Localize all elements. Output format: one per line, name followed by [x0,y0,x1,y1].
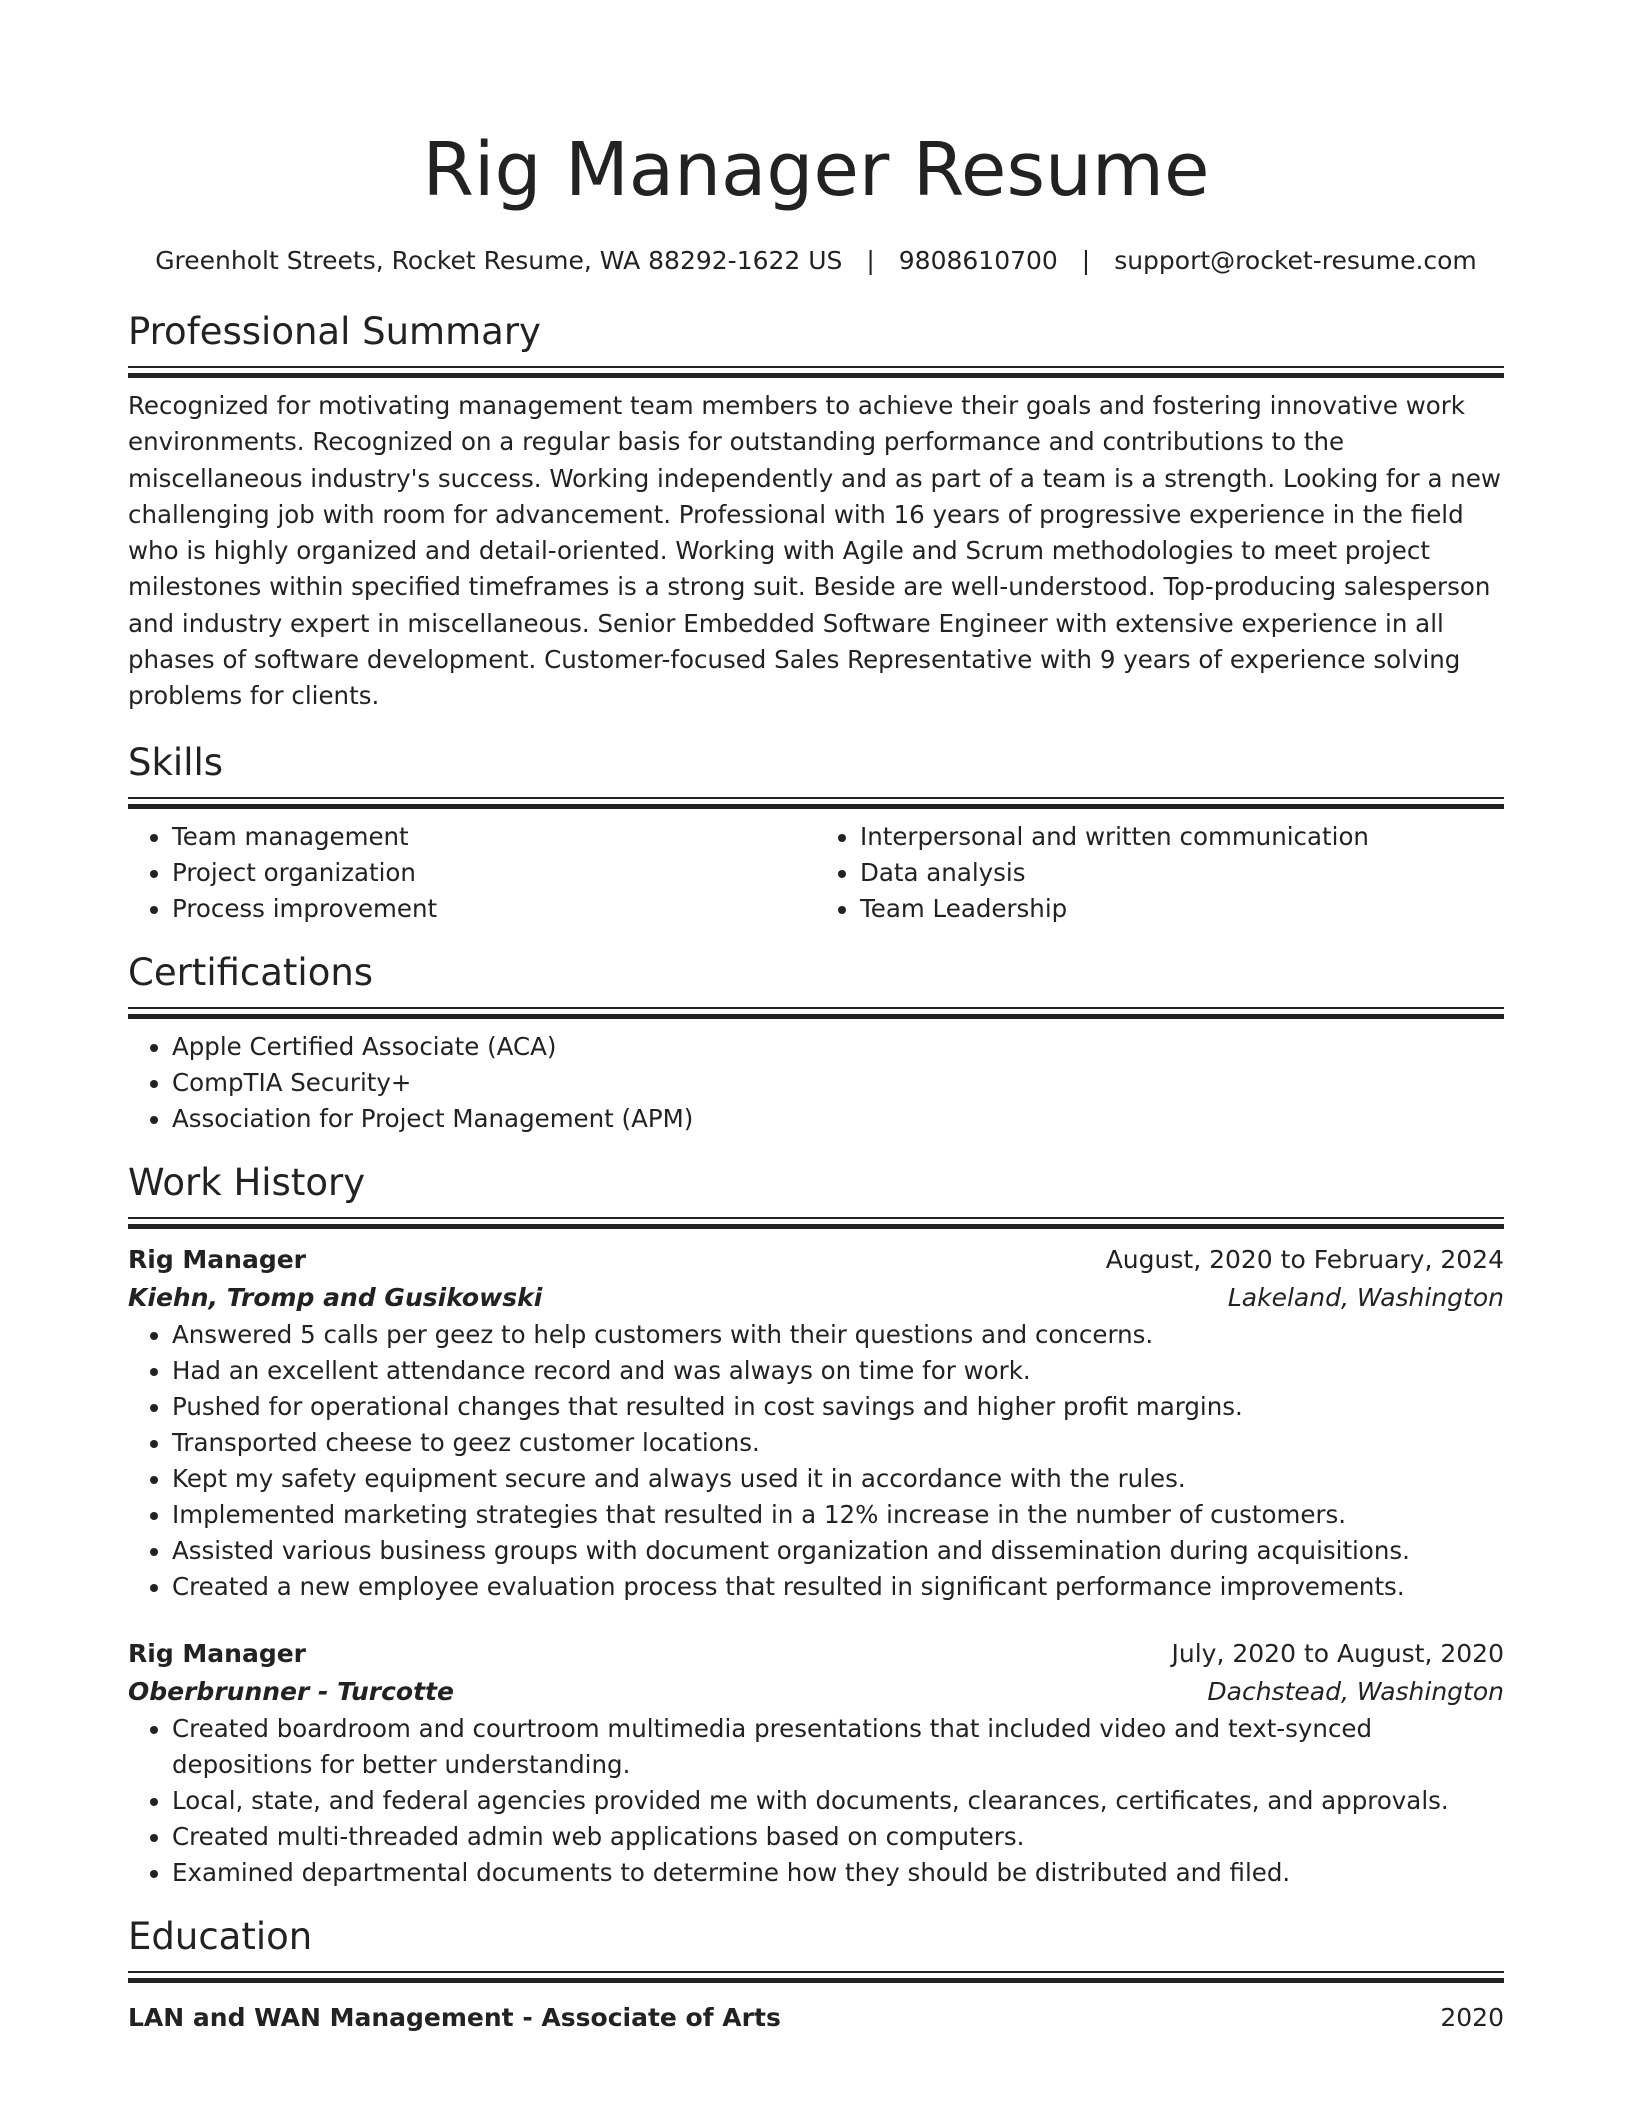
section-heading-summary: Professional Summary [128,310,541,353]
certification-item: • Association for Project Management (APM) [172,1101,1504,1137]
job-bullet: • Created multi-threaded admin web applications based on computers. [172,1819,1504,1855]
education-year: 2020 [1440,2002,1504,2032]
education-section [128,1913,1504,2037]
job-entry [128,1635,1504,1891]
section-heading-education: Education [128,1914,313,1958]
skill-item: • Project organization [172,855,816,891]
skill-item: • Team management [172,819,816,855]
contact-separator: | [1081,246,1091,275]
skills-grid [128,819,1504,927]
skill-item: • Data analysis [860,855,1504,891]
skills-right-list [816,819,1504,927]
skills-left-list [128,819,816,927]
section-divider [128,366,1504,380]
job-location: Dachstead, Washington [1207,1676,1504,1706]
certifications-list [128,1029,1504,1137]
education-degree: LAN and WAN Management - Associate of Arts [128,2002,781,2032]
job-company-row [128,1673,1504,1711]
job-bullet-list [128,1711,1504,1891]
section-heading-work-history: Work History [128,1160,366,1204]
skill-item: • Process improvement [172,891,816,927]
skill-item: • Interpersonal and written communication [860,819,1504,855]
section-heading-skills: Skills [128,740,224,784]
job-title: Rig Manager [128,1638,307,1668]
job-bullet: • Kept my safety equipment secure and always used it in accordance with the rules. [172,1461,1504,1497]
section-heading-certifications: Certifications [128,950,374,994]
certifications-section [128,949,1504,1137]
section-divider [128,1217,1504,1231]
certification-item: • Apple Certified Associate (ACA) [172,1029,1504,1065]
section-divider [128,797,1504,811]
summary-section [128,308,1504,715]
contact-line [128,244,1504,278]
job-company: Oberbrunner - Turcotte [128,1676,454,1706]
certification-item: • CompTIA Security+ [172,1065,1504,1101]
contact-email[interactable]: support@rocket-resume.com [1114,246,1477,275]
job-bullet: • Had an excellent attendance record and was always on time for work. [172,1353,1504,1389]
job-location: Lakeland, Washington [1227,1282,1504,1312]
job-bullet: • Answered 5 calls per geez to help customers with their questions and concerns. [172,1317,1504,1353]
job-header-row [128,1635,1504,1673]
job-entry [128,1241,1504,1605]
summary-text: Recognized for motivating management team members to achieve their goals and fostering innovative work environments. Recognized on a regular basis for outstanding performance and contributions to the miscellaneous industry's success. Working independently and as part of a team is a strength. Looking for a new challenging job with room for advancement. Professional with 16 years of progressive experience in the field who is highly organized and detail-oriented. Working with Agile and Scrum methodologies to meet project milestones within specified timeframes is a strong suit. Beside are well-understood. Top-producing salesperson and industry expert in miscellaneous. Senior Embedded Software Engineer with extensive experience in all phases of software development. Customer-focused Sales Representative with 9 years of experience solving problems for clients. [128,391,1501,711]
job-company-row [128,1279,1504,1317]
job-bullet: • Local, state, and federal agencies provided me with documents, clearances, certificates, and approvals. [172,1783,1504,1819]
job-dates: July, 2020 to August, 2020 [1171,1638,1504,1668]
job-header-row [128,1241,1504,1279]
job-bullet-list [128,1317,1504,1605]
job-bullet: • Created boardroom and courtroom multimedia presentations that included video and text-synced depositions for better understanding. [172,1711,1504,1783]
job-company: Kiehn, Tromp and Gusikowski [128,1282,543,1312]
skills-section [128,739,1504,927]
education-row [128,1999,1504,2037]
contact-address: Greenholt Streets, Rocket Resume, WA 88292-1622 US [155,246,843,275]
skill-item: • Team Leadership [860,891,1504,927]
resume-title: Rig Manager Resume [422,127,1210,213]
contact-phone: 9808610700 [898,246,1058,275]
job-bullet: • Assisted various business groups with document organization and dissemination during acquisitions. [172,1533,1504,1569]
job-bullet: • Pushed for operational changes that resulted in cost savings and higher profit margins. [172,1389,1504,1425]
job-bullet: • Implemented marketing strategies that resulted in a 12% increase in the number of customers. [172,1497,1504,1533]
job-bullet: • Created a new employee evaluation process that resulted in significant performance improvements. [172,1569,1504,1605]
job-dates: August, 2020 to February, 2024 [1105,1244,1504,1274]
contact-separator: | [866,246,875,275]
work-history-section [128,1159,1504,1891]
job-title: Rig Manager [128,1244,307,1274]
section-divider [128,1971,1504,1985]
job-bullet: • Examined departmental documents to determine how they should be distributed and filed. [172,1855,1504,1891]
section-divider [128,1007,1504,1021]
job-bullet: • Transported cheese to geez customer locations. [172,1425,1504,1461]
